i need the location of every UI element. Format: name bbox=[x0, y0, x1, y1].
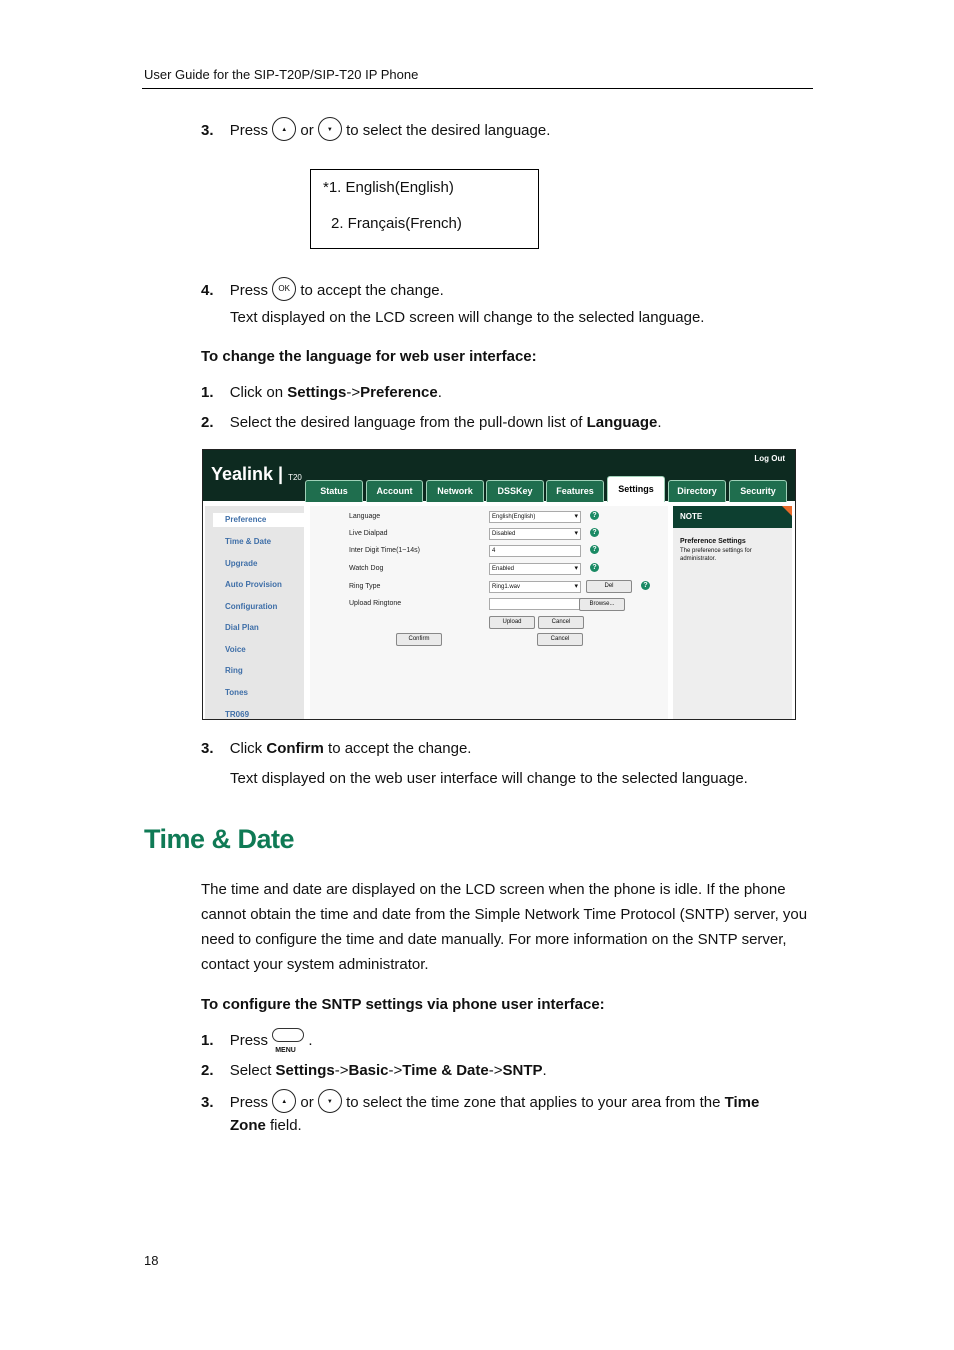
note-body: The preference settings for administrator. bbox=[680, 548, 752, 562]
path-sep: -> bbox=[388, 1062, 403, 1079]
browse-button[interactable]: Browse... bbox=[579, 598, 625, 611]
step-click-settings bbox=[201, 383, 442, 403]
step-number: 3. bbox=[201, 1093, 214, 1111]
sidebar-item-configuration[interactable]: Configuration bbox=[225, 602, 278, 611]
step-click-confirm bbox=[201, 739, 471, 759]
path-sep: -> bbox=[346, 384, 361, 401]
note-title: NOTE bbox=[673, 506, 792, 528]
step-number: 4. bbox=[201, 281, 214, 299]
step-accept bbox=[201, 279, 444, 303]
menu-key-icon: MENU bbox=[272, 1028, 304, 1048]
down-key-icon bbox=[318, 1089, 342, 1113]
step-text: Press bbox=[229, 121, 269, 139]
note-panel bbox=[673, 506, 792, 719]
step-select-language bbox=[201, 119, 550, 143]
upload-button[interactable]: Upload bbox=[489, 616, 535, 629]
up-key-icon bbox=[272, 117, 296, 141]
sidebar-item-ring[interactable]: Ring bbox=[225, 666, 243, 675]
inter-digit-input[interactable]: 4 bbox=[489, 545, 581, 557]
lcd-line: 2. Français(French) bbox=[331, 215, 462, 232]
step-number: 3. bbox=[201, 740, 214, 757]
tab-features[interactable]: Features bbox=[546, 480, 604, 502]
procedure-heading: To change the language for web user interface: bbox=[201, 348, 537, 365]
help-icon[interactable]: ? bbox=[590, 545, 599, 554]
step-number: 1. bbox=[201, 384, 214, 401]
step-press-menu bbox=[201, 1031, 313, 1055]
tab-settings[interactable]: Settings bbox=[607, 476, 665, 502]
watch-dog-select[interactable]: Enabled ▾ bbox=[489, 563, 581, 575]
step-number: 2. bbox=[201, 414, 214, 431]
down-key-icon bbox=[318, 117, 342, 141]
field-label: Live Dialpad bbox=[349, 530, 388, 537]
section-title: Time & Date bbox=[144, 824, 295, 854]
path-sep: -> bbox=[488, 1062, 503, 1079]
ok-key-icon: OK bbox=[272, 277, 296, 301]
step-text: . bbox=[437, 384, 442, 401]
field-name: Zone bbox=[230, 1117, 266, 1134]
step-text: field. bbox=[270, 1117, 302, 1134]
confirm-button[interactable]: Confirm bbox=[396, 633, 442, 646]
ring-type-select[interactable]: Ring1.wav ▾ bbox=[489, 581, 581, 593]
page-number: 18 bbox=[144, 1253, 159, 1268]
running-header: User Guide for the SIP-T20P/SIP-T20 IP Phone bbox=[144, 67, 419, 82]
settings-sidebar bbox=[205, 506, 304, 719]
note-corner-icon bbox=[782, 506, 792, 516]
help-icon[interactable]: ? bbox=[590, 528, 599, 537]
language-select[interactable]: English(English) ▾ bbox=[489, 511, 581, 523]
sidebar-item-auto-provision[interactable]: Auto Provision bbox=[225, 580, 282, 589]
field-label: Upload Ringtone bbox=[349, 600, 402, 607]
tab-account[interactable]: Account bbox=[366, 480, 423, 502]
step-text: to select the desired language. bbox=[346, 121, 551, 139]
menu-path: Settings bbox=[287, 384, 347, 401]
sidebar-item-tones[interactable]: Tones bbox=[225, 688, 248, 697]
procedure-heading: To configure the SNTP settings via phone user interface: bbox=[201, 996, 605, 1013]
step-number: 2. bbox=[201, 1062, 214, 1079]
menu-path: Settings bbox=[275, 1062, 335, 1079]
tab-status[interactable]: Status bbox=[305, 480, 363, 502]
step-text: Select bbox=[229, 1062, 276, 1079]
field-name: Language bbox=[586, 414, 658, 431]
preference-form bbox=[310, 506, 668, 719]
step-text: to select the time zone that applies to your area from the bbox=[346, 1093, 721, 1111]
step-text: . bbox=[657, 414, 662, 431]
menu-path: Basic bbox=[348, 1062, 389, 1079]
step-number: 3. bbox=[201, 121, 214, 139]
step-text: . bbox=[542, 1062, 547, 1079]
sidebar-item-voice[interactable]: Voice bbox=[225, 645, 246, 654]
step-text: Select the desired language from the pull-down list of bbox=[229, 414, 587, 431]
step-text: . bbox=[308, 1032, 313, 1049]
lcd-screen bbox=[310, 169, 539, 249]
sidebar-item-upgrade[interactable]: Upgrade bbox=[225, 559, 258, 568]
sidebar-item-preference[interactable]: Preference bbox=[213, 513, 311, 527]
step-select-timezone bbox=[201, 1091, 759, 1115]
field-name: Time bbox=[724, 1093, 760, 1111]
tab-dsskey[interactable]: DSSKey bbox=[486, 480, 544, 502]
tab-security[interactable]: Security bbox=[729, 480, 787, 502]
step-text: Press bbox=[229, 281, 269, 299]
step-number: 1. bbox=[201, 1032, 214, 1049]
lcd-line: *1. English(English) bbox=[323, 179, 454, 196]
field-label: Ring Type bbox=[349, 583, 381, 590]
help-icon[interactable]: ? bbox=[590, 563, 599, 572]
cancel-upload-button[interactable]: Cancel bbox=[538, 616, 584, 629]
step-text: or bbox=[300, 1093, 314, 1111]
menu-path: Preference bbox=[360, 384, 438, 401]
web-topbar bbox=[203, 450, 795, 501]
step-text: Press bbox=[229, 1093, 269, 1111]
step-subtext: Text displayed on the web user interface will change to the selected language. bbox=[230, 770, 748, 787]
step-text: to accept the change. bbox=[323, 740, 472, 757]
step-subtext: Text displayed on the LCD screen will change to the selected language. bbox=[230, 309, 705, 326]
intro-paragraph: The time and date are displayed on the LCD screen when the phone is idle. If the phone cannot obtain the time and date from the Simple Network Time Protocol (SNTP) server, you need to configure the time and date manually. For more information on the SNTP server, contact your system administrator. bbox=[201, 881, 808, 973]
tab-network[interactable]: Network bbox=[426, 480, 484, 502]
note-subtitle: Preference Settings bbox=[680, 538, 746, 545]
del-button[interactable]: Del bbox=[586, 580, 632, 593]
field-label: Language bbox=[349, 513, 381, 520]
up-key-icon bbox=[272, 1089, 296, 1113]
step-select-dropdown bbox=[201, 413, 662, 433]
button-name: Confirm bbox=[266, 740, 324, 757]
web-ui-screenshot bbox=[202, 449, 796, 720]
header-rule bbox=[142, 88, 813, 89]
sidebar-item-dial-plan[interactable]: Dial Plan bbox=[225, 623, 259, 632]
yealink-logo: Yealink | T20 bbox=[211, 464, 302, 484]
step-text: or bbox=[300, 121, 314, 139]
path-sep: -> bbox=[334, 1062, 349, 1079]
sidebar-item-time-date[interactable]: Time & Date bbox=[225, 537, 272, 546]
tab-directory[interactable]: Directory bbox=[668, 480, 726, 502]
step-continuation bbox=[230, 1116, 302, 1136]
logout-link[interactable]: Log Out bbox=[754, 454, 785, 463]
step-text: Click bbox=[229, 740, 267, 757]
help-icon[interactable]: ? bbox=[641, 581, 650, 590]
menu-path: Time & Date bbox=[402, 1062, 489, 1079]
field-label: Inter Digit Time(1~14s) bbox=[349, 547, 420, 554]
menu-path: SNTP bbox=[502, 1062, 543, 1079]
cancel-button[interactable]: Cancel bbox=[537, 633, 583, 646]
upload-ringtone-input[interactable] bbox=[489, 598, 581, 610]
step-text: to accept the change. bbox=[300, 281, 444, 299]
live-dialpad-select[interactable]: Disabled ▾ bbox=[489, 528, 581, 540]
help-icon[interactable]: ? bbox=[590, 511, 599, 520]
field-label: Watch Dog bbox=[349, 565, 384, 572]
step-text: Press bbox=[229, 1032, 269, 1049]
step-text: Click on bbox=[229, 384, 288, 401]
sidebar-item-tr069[interactable]: TR069 bbox=[225, 710, 250, 719]
step-select-sntp bbox=[201, 1061, 547, 1081]
